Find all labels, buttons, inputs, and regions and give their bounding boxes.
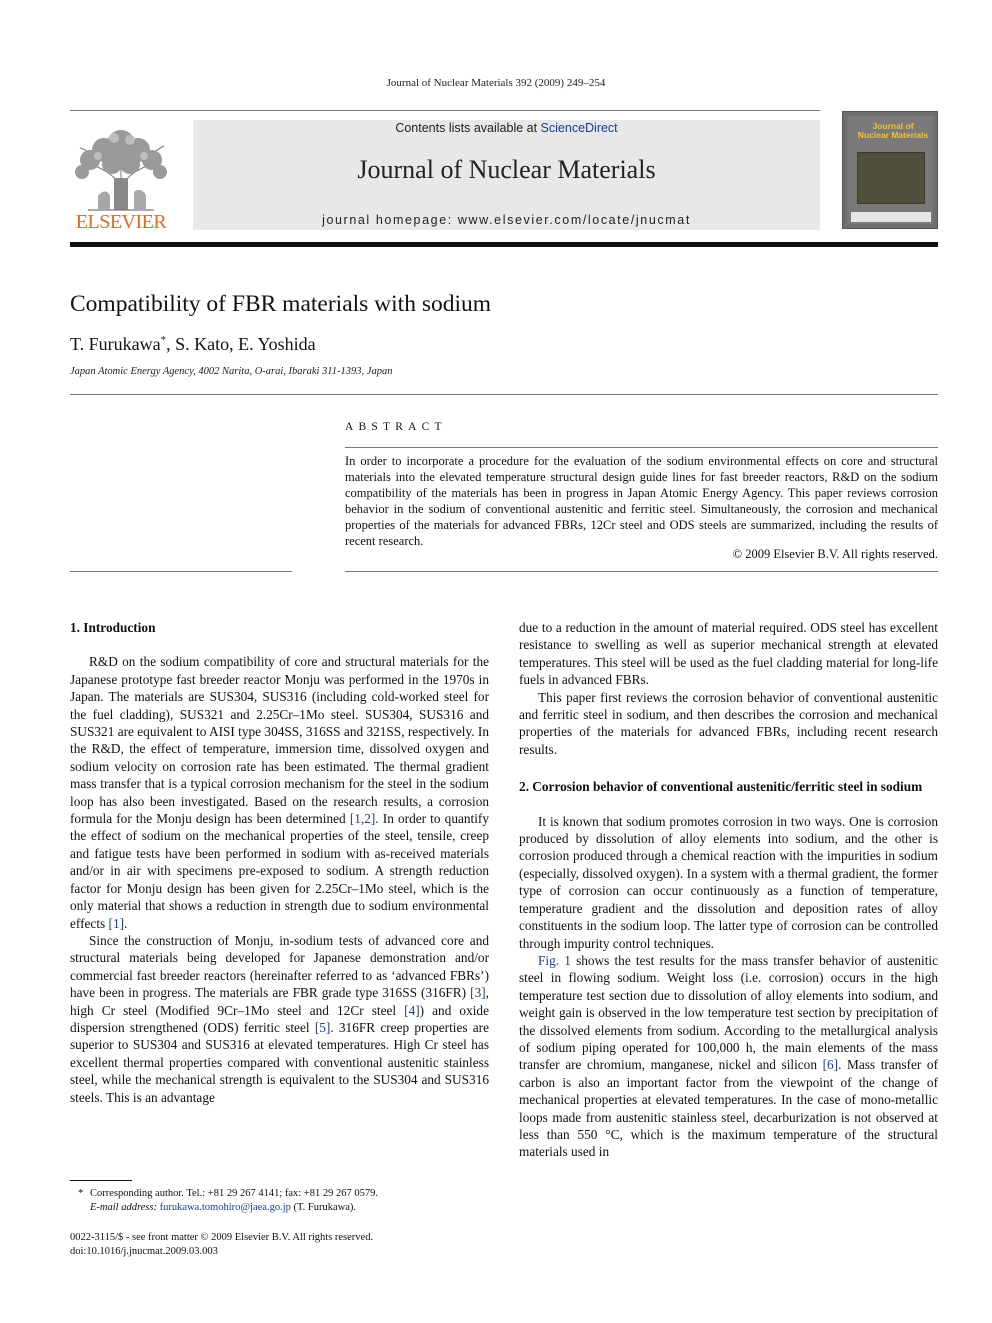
citation-link[interactable]: [4] [404, 1002, 420, 1018]
abstract-rule [345, 447, 938, 448]
citation-link[interactable]: [3] [470, 985, 486, 1001]
corresponding-author-note [70, 1187, 489, 1201]
email-label: E-mail address: [90, 1202, 157, 1213]
section-heading-corrosion: 2. Corrosion behavior of conventional austenitic/ferritic steel in sodium [519, 779, 923, 795]
paragraph-text: ) and oxide dispersion strengthened (ODS) ferritic steel [70, 1002, 489, 1035]
cover-footer-band [851, 212, 931, 222]
title-divider [70, 394, 938, 395]
paragraph-text: . In order to quantify the effect of sodium on the mechanical properties of the steel, tensile, creep and fatigue tests have been performed in sodium with as-received materials and/or in air with specimens pre-exposed to sodium. A strength reduction factor for Monju design has been given for 2.25Cr–1Mo steel, which is the only material that shows a reduction in strength due to sodium environmental effects [70, 811, 489, 931]
cover-title-line1: Journal of [872, 121, 914, 131]
cover-title-line2: Nuclear Materials [857, 130, 929, 140]
email-note [70, 1201, 489, 1215]
contents-line [193, 121, 820, 135]
paragraph-text: . Mass transfer of carbon is also an important factor from the viewpoint of the change of mechanical properties at elevated temperatures. In the case of mono-metallic loops made from austenitic stainless steel, decarburization is not observed at less than 550 °C, which is the maximum temperature of the structural materials used in [519, 1057, 939, 1160]
author-furukawa[interactable]: T. Furukawa [70, 334, 161, 354]
contents-prefix: Contents lists available at [395, 121, 541, 135]
authors-rest: , S. Kato, E. Yoshida [166, 334, 316, 354]
footnote-mark: * [78, 1188, 84, 1199]
doi-line[interactable]: doi:10.1016/j.jnucmat.2009.03.003 [70, 1246, 218, 1257]
header-thick-rule [70, 242, 938, 247]
paragraph: This paper first reviews the corrosion behavior of conventional austenitic and ferritic steel in sodium, and then describes the corrosion and mechanical properties of the materials for advanced FBRs, including recent research results. [519, 689, 938, 757]
paragraph-text: , high Cr steel (Modified 9Cr–1Mo steel and 12Cr steel [70, 985, 489, 1018]
abstract-copyright: © 2009 Elsevier B.V. All rights reserved. [732, 547, 938, 561]
paragraph [70, 932, 489, 1106]
running-head: Journal of Nuclear Materials 392 (2009) 249–254 [386, 77, 606, 89]
issn-line: 0022-3115/$ - see front matter © 2009 Elsevier B.V. All rights reserved. [70, 1232, 374, 1243]
section-heading-introduction: 1. Introduction [70, 620, 156, 635]
citation-link[interactable]: [6] [822, 1057, 839, 1073]
paragraph-text: R&D on the sodium compatibility of core and structural materials for the Japanese prototype fast breeder reactor Monju was performed in the 1970s in Japan. The materials are SUS304, SUS316 (including cold-worked steel for the fuel cladding), SUS321 and 2.25Cr–1Mo steel. SUS304, SUS316 and SUS321 are equivalent to AISI type 304SS, 316SS and 321SS, respectively. In the R&D, the effect of temperature, immersion time, dissolved oxygen and sodium velocity on corrosion rate has been estimated. The thermal gradient mass transfer that is a typical corrosion mechanism for the steel in the sodium loop has also been investigated. Based on the research results, a corrosion formula for the Monju design has been determined [70, 654, 489, 827]
elsevier-wordmark: ELSEVIER [75, 211, 167, 233]
cover-image [857, 152, 925, 204]
abstract-bottom-rule [345, 571, 938, 572]
paragraph: It is known that sodium promotes corrosion in two ways. One is corrosion produced by dissolution of alloy elements into sodium, and the other is corrosion produced through a chemical reaction with the impurities in sodium (especially, dissolved oxygen). In a system with a thermal gradient, the former type of corrosion can occur continuously as a function of temperature, temperature gradient and the dissolution and deposition rates of alloy constituents in the sodium loop. The latter type of corrosion can be controlled through impurity control techniques. [519, 813, 938, 951]
left-column-rule [70, 571, 292, 572]
journal-title: Journal of Nuclear Materials [357, 155, 656, 184]
abstract-text: In order to incorporate a procedure for the evaluation of the sodium environmental effects on core and structural materials into the elevated temperature structural design guide lines for fast breeder reactors, R&D on the sodium compatibility of the materials has been in progress in Japan Atomic Energy Agency. This paper reviews corrosion behavior in the sodium of conventional austenitic and ferritic steel. Simultaneously, the corrosion and mechanical properties of the materials for advanced FBRs, 12Cr steel and ODS steels are summarized, including the results of recent research. [345, 454, 938, 548]
paragraph: due to a reduction in the amount of material required. ODS steel has excellent resistance to swelling as well as superior mechanical strength at elevated temperatures. This steel will be used as the fuel cladding material for long-life fuels in advanced FBRs. [519, 620, 938, 688]
article-title: Compatibility of FBR materials with sodium [70, 291, 492, 317]
citation-link[interactable]: [1,2] [349, 811, 376, 827]
paragraph-text: Since the construction of Monju, in-sodium tests of advanced core and structural materials being developed for Japanese demonstration and/or commercial fast breeder reactors (hereinafter referred to as ‘advanced FBRs’) have been in progress. The materials are FBR grade type 316SS (316FR) [70, 932, 489, 1001]
left-column [70, 619, 489, 1106]
journal-homepage[interactable]: journal homepage: www.elsevier.com/locate/jnucmat [322, 213, 691, 227]
citation-link[interactable]: [5] [314, 1019, 331, 1035]
corresponding-author-mark[interactable]: * [160, 334, 167, 346]
sciencedirect-link[interactable]: ScienceDirect [540, 121, 618, 135]
top-divider [70, 110, 820, 111]
paragraph-text: . 316FR creep properties are superior to SUS304 and SUS316 at elevated temperatures. High Cr steel has excellent thermal properties compared with conventional austenitic stainless steel, while the mechanical strength is equivalent to the SUS304 and SUS316 steels. This is an advantage [70, 1019, 490, 1105]
journal-cover-thumbnail [842, 111, 938, 229]
paragraph-text: shows the test results for the mass transfer behavior of austenitic steel in flowing sodium. Weight loss (i.e. corrosion) occurs in the high temperature test section due to dissolution of alloy elements into sodium, and weight gain is observed in the low temperature test section by precipitation of the dissolved elements from sodium. According to the metallurgical analysis of sodium piping operated for 100,000 h, the main elements of the mass transfer are chromium, manganese, nickel and silicon [519, 952, 938, 1073]
abstract-heading: ABSTRACT [345, 421, 447, 433]
footnote [70, 1187, 489, 1215]
email-suffix: (T. Furukawa). [290, 1202, 356, 1213]
bottom-metadata [70, 1231, 489, 1259]
paragraph [70, 653, 489, 932]
paragraph-text: . [124, 915, 128, 931]
corresponding-author-text: Corresponding author. Tel.: +81 29 267 4141; fax: +81 29 267 0579. [90, 1188, 378, 1199]
footnote-rule [70, 1180, 132, 1181]
author-list [70, 334, 316, 355]
affiliation: Japan Atomic Energy Agency, 4002 Narita, O-arai, Ibaraki 311-1393, Japan [70, 366, 393, 377]
figure-link[interactable]: Fig. 1 [538, 952, 571, 968]
email-link[interactable]: furukawa.tomohiro@jaea.go.jp [159, 1202, 291, 1213]
paragraph [519, 952, 938, 1161]
cover-title [851, 122, 935, 140]
citation-link[interactable]: [1] [108, 915, 125, 931]
right-column [519, 619, 938, 1161]
